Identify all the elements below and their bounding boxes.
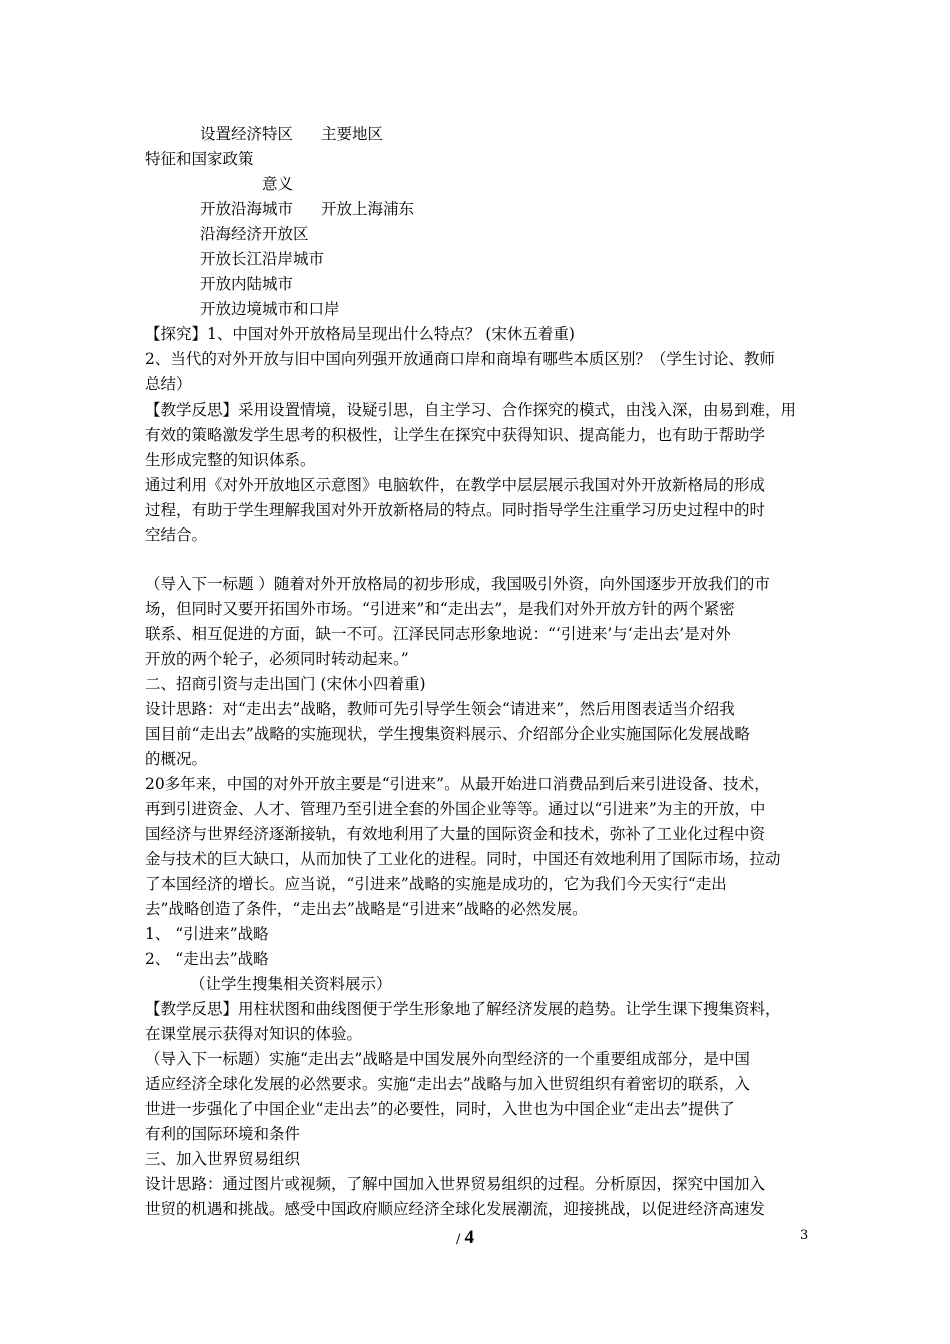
text-line: 【教学反思】用柱状图和曲线图便于学生形象地了解经济发展的趋势。让学生课下搜集资料， bbox=[145, 1000, 781, 1018]
page-total: 4 bbox=[464, 1227, 475, 1248]
text-line: 有效的策略激发学生思考的积极性，让学生在探究中获得知识、提高能力，也有助于帮助学 bbox=[145, 426, 766, 444]
text-line: 生形成完整的知识体系。 bbox=[145, 451, 316, 469]
outline-text: 开放沿海城市 bbox=[200, 200, 294, 218]
text-line: 设计思路：通过图片或视频，了解中国加入世界贸易组织的过程。分析原因，探究中国加入 bbox=[145, 1175, 766, 1193]
text-line: 空结合。 bbox=[145, 526, 208, 544]
outline-row-special-zones bbox=[200, 122, 870, 146]
text-line: 适应经济全球化发展的必然要求。实施“走出去”战略与加入世贸组织有着密切的联系，入 bbox=[145, 1075, 750, 1093]
text-line: 在课堂展示获得对知识的体验。 bbox=[145, 1025, 363, 1043]
text-line: 金与技术的巨大缺口，从而加快了工业化的进程。同时，中国还有效地利用了国际市场，拉动 bbox=[145, 850, 781, 868]
text-line: 有利的国际环境和条件 bbox=[145, 1125, 301, 1143]
outline-row-inland: 开放内陆城市 bbox=[200, 275, 294, 293]
outline-row-yangtze: 开放长江沿岸城市 bbox=[200, 250, 325, 268]
text-line: （导入下一标题）实施“走出去”战略是中国发展外向型经济的一个重要组成部分，是中国 bbox=[145, 1050, 750, 1068]
list-item: 2、 “走出去”战略 bbox=[145, 950, 269, 968]
text-line: （让学生搜集相关资料展示） bbox=[190, 975, 392, 993]
text-line: 通过利用《对外开放地区示意图》电脑软件，在教学中层层展示我国对外开放新格局的形成 bbox=[145, 476, 766, 494]
outline-row-coastal-zone: 沿海经济开放区 bbox=[200, 225, 309, 243]
text-line: 联系、相互促进的方面，缺一不可。江泽民同志形象地说：“‘引进来’与‘走出去’是对外 bbox=[145, 625, 731, 643]
outline-row-border: 开放边境城市和口岸 bbox=[200, 300, 340, 318]
text-line: （导入下一标题 ）随着对外开放格局的初步形成，我国吸引外资，向外国逐步开放我们的市 bbox=[145, 575, 770, 593]
section-heading: 二、招商引资与走出国门 (宋休小四着重) bbox=[145, 675, 426, 693]
page-slash: / bbox=[456, 1232, 461, 1247]
text-line: 开放的两个轮子，必须同时转动起来。” bbox=[145, 650, 409, 668]
text-line: 20多年来，中国的对外开放主要是“引进来”。从最开始进口消费品到后来引进设备、技术， bbox=[145, 775, 770, 793]
text-line: 设计思路：对“走出去”战略，教师可先引导学生领会“请进来”，然后用图表适当介绍我 bbox=[145, 700, 735, 718]
outline-text: 开放上海浦东 bbox=[321, 200, 415, 218]
outline-row-policy: 特征和国家政策 bbox=[145, 150, 254, 168]
text-line: 过程，有助于学生理解我国对外开放新格局的特点。同时指导学生注重学习历史过程中的时 bbox=[145, 501, 766, 519]
outline-text: 设置经济特区 bbox=[200, 125, 294, 143]
text-line: 场，但同时又要开拓国外市场。“引进来”和“走出去”，是我们对外开放方针的两个紧密 bbox=[145, 600, 735, 618]
text-line: 总结） bbox=[145, 375, 192, 393]
text-line: 【探究】1、中国对外开放格局呈现出什么特点？ (宋休五着重) bbox=[145, 325, 575, 343]
section-heading: 三、加入世界贸易组织 bbox=[145, 1150, 301, 1168]
text-line: 【教学反思】采用设置情境，设疑引思，自主学习、合作探究的模式，由浅入深，由易到难，用 bbox=[145, 401, 797, 419]
outline-row-significance: 意义 bbox=[262, 175, 294, 193]
text-line: 2、当代的对外开放与旧中国向列强开放通商口岸和商埠有哪些本质区别？（学生讨论、教师 bbox=[145, 350, 775, 368]
text-line: 国目前“走出去”战略的实施现状，学生搜集资料展示、介绍部分企业实施国际化发展战略 bbox=[145, 725, 750, 743]
text-line: 国经济与世界经济逐渐接轨，有效地利用了大量的国际资金和技术，弥补了工业化过程中资 bbox=[145, 825, 766, 843]
text-line: 世贸的机遇和挑战。感受中国政府顺应经济全球化发展潮流，迎接挑战，以促进经济高速发 bbox=[145, 1200, 766, 1218]
text-line: 世进一步强化了中国企业“走出去”的必要性，同时，入世也为中国企业“走出去”提供了 bbox=[145, 1100, 735, 1118]
page-count bbox=[456, 1227, 474, 1249]
text-line: 去”战略创造了条件，“走出去”战略是“引进来”战略的必然发展。 bbox=[145, 900, 588, 918]
page-number: 3 bbox=[800, 1228, 809, 1243]
outline-row-coastal-cities bbox=[200, 197, 870, 221]
list-item: 1、 “引进来”战略 bbox=[145, 925, 269, 943]
text-line: 的概况。 bbox=[145, 750, 208, 768]
text-line: 再到引进资金、人才、管理乃至引进全套的外国企业等等。通过以“引进来”为主的开放，中 bbox=[145, 800, 766, 818]
text-line: 了本国经济的增长。应当说，“引进来”战略的实施是成功的，它为我们今天实行“走出 bbox=[145, 875, 727, 893]
outline-text: 主要地区 bbox=[321, 125, 384, 143]
